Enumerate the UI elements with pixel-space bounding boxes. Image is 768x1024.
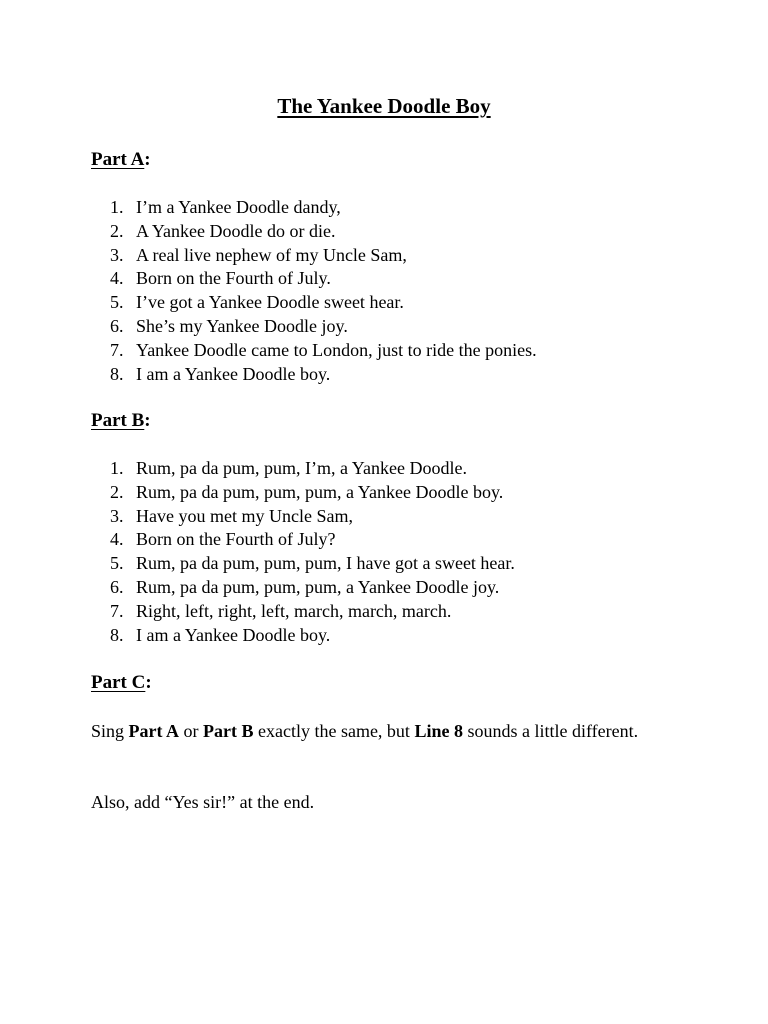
part-a-heading-colon: : — [144, 149, 151, 170]
line-text: Born on the Fourth of July? — [136, 529, 336, 550]
line-number: 3. — [110, 505, 124, 526]
list-item — [110, 315, 537, 339]
part-c-ending-note: Also, add “Yes sir!” at the end. — [91, 792, 315, 812]
line-text: Rum, pa da pum, pum, pum, a Yankee Doodle joy. — [136, 576, 500, 597]
instruction-text: Sing — [91, 721, 129, 741]
line-number: 2. — [110, 481, 124, 502]
line-number: 5. — [110, 553, 124, 574]
line-number: 1. — [110, 197, 124, 217]
line-number: 6. — [110, 315, 124, 336]
instruction-text: sounds a little different. — [462, 721, 639, 741]
list-item — [110, 196, 537, 220]
list-item — [110, 505, 515, 529]
line-text: Rum, pa da pum, pum, pum, I have got a sweet hear. — [136, 553, 515, 574]
list-item — [110, 267, 537, 291]
line-number: 6. — [110, 576, 124, 597]
list-item — [110, 363, 537, 387]
instruction-emphasis: Part A — [128, 721, 179, 741]
part-b-heading-text: Part B — [91, 410, 145, 431]
line-text: Rum, pa da pum, pum, I’m, a Yankee Doodle. — [136, 458, 467, 478]
list-item — [110, 339, 537, 363]
line-text: Right, left, right, left, march, march, march. — [136, 600, 452, 621]
part-b-heading — [91, 409, 151, 433]
line-text: Born on the Fourth of July. — [136, 268, 331, 289]
instruction-emphasis: Line 8 — [414, 721, 463, 741]
part-c-instructions — [91, 719, 651, 743]
line-number: 8. — [110, 624, 124, 645]
line-number: 2. — [110, 220, 124, 241]
list-item — [110, 481, 515, 505]
list-item — [110, 600, 515, 624]
line-text: Rum, pa da pum, pum, pum, a Yankee Doodle boy. — [136, 481, 504, 502]
line-text: Yankee Doodle came to London, just to ride the ponies. — [136, 339, 537, 360]
list-item — [110, 552, 515, 576]
part-b-heading-colon: : — [144, 410, 151, 431]
part-a-lines — [110, 196, 537, 386]
list-item — [110, 576, 515, 600]
instruction-text: or — [179, 721, 203, 741]
line-number: 1. — [110, 458, 124, 478]
line-number: 4. — [110, 529, 124, 550]
list-item — [110, 220, 537, 244]
line-number: 3. — [110, 244, 124, 265]
list-item — [110, 528, 515, 552]
line-text: A real live nephew of my Uncle Sam, — [136, 244, 407, 265]
list-item — [110, 244, 537, 268]
line-text: I’m a Yankee Doodle dandy, — [136, 197, 341, 217]
line-text: She’s my Yankee Doodle joy. — [136, 315, 348, 336]
part-a-heading — [91, 148, 151, 172]
line-number: 7. — [110, 339, 124, 360]
line-text: Have you met my Uncle Sam, — [136, 505, 353, 526]
title-text: The Yankee Doodle Boy — [277, 94, 491, 118]
instruction-text: exactly the same, but — [253, 721, 415, 741]
part-c-heading-colon: : — [145, 672, 152, 693]
part-a-heading-text: Part A — [91, 149, 145, 170]
line-number: 7. — [110, 600, 124, 621]
line-text: A Yankee Doodle do or die. — [136, 220, 336, 241]
line-number: 5. — [110, 292, 124, 313]
part-c-heading-text: Part C — [91, 672, 146, 693]
line-number: 8. — [110, 363, 124, 384]
instruction-emphasis: Part B — [203, 721, 254, 741]
list-item — [110, 291, 537, 315]
list-item — [110, 457, 515, 481]
part-c-heading — [91, 671, 152, 695]
line-text: I am a Yankee Doodle boy. — [136, 624, 331, 645]
part-b-lines — [110, 457, 515, 647]
line-number: 4. — [110, 268, 124, 289]
line-text: I am a Yankee Doodle boy. — [136, 363, 331, 384]
line-text: I’ve got a Yankee Doodle sweet hear. — [136, 292, 404, 313]
list-item — [110, 624, 515, 648]
document-title — [0, 92, 768, 120]
